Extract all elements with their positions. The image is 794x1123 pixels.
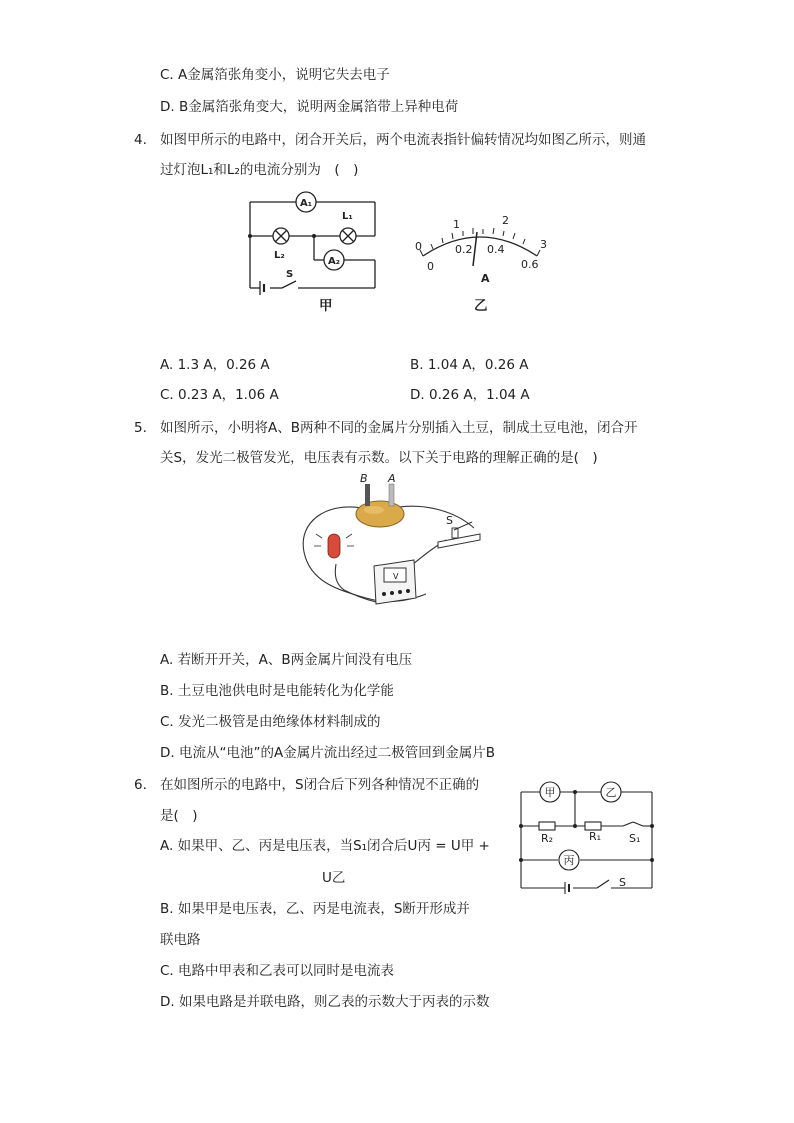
inner-scale-0.6: 0.6 [521,258,539,271]
junction-dot [519,824,523,828]
switch-s-label: S [286,269,294,280]
q4-stem-line1: 如图甲所示的电路中，闭合开关后，两个电流表指针偏转情况均如图乙所示，则通 [160,132,646,148]
switch-s-label: S [619,876,626,889]
q5-option-c: C. 发光二极管是由绝缘体材料制成的 [160,714,381,730]
lamp-l2-label: L₂ [274,250,285,261]
q4-option-a: A. 1.3 A，0.26 A [160,357,270,373]
junction-dot [573,790,577,794]
junction-dot [519,858,523,862]
q6-circuit-figure [515,778,660,893]
q5-option-a: A. 若断开开关，A、B两金属片间没有电压 [160,652,413,668]
resistor-r2-label: R₂ [541,832,554,845]
q6-option-d: D. 如果电路是并联电路，则乙表的示数大于丙表的示数 [160,994,490,1010]
meter-unit-label: A [481,272,490,285]
outer-scale-1: 1 [453,218,460,231]
junction-dot [248,234,252,238]
svg-text:V: V [393,572,399,581]
q3-option-c: C. A金属箔张角变小，说明它失去电子 [160,67,390,83]
q3-option-d: D. B金属箔张角变大，说明两金属箔带上异种电荷 [160,99,459,115]
q6-option-a-line1: A. 如果甲、乙、丙是电压表，当S₁闭合后U丙 = U甲 + [160,838,490,854]
q4-circuit-figure-jia [230,188,390,318]
q5-option-b: B. 土豆电池供电时是电能转化为化学能 [160,683,394,699]
meter-jia-label: 甲 [544,786,556,799]
q6-option-c: C. 电路中甲表和乙表可以同时是电流表 [160,963,395,979]
lamp-l1-label: L₁ [342,211,353,222]
switch-s-label: S [446,514,453,527]
q6-option-b-line2: 联电路 [160,932,201,948]
q6-number: 6. [134,777,147,793]
junction-dot [312,234,316,238]
outer-scale-2: 2 [502,214,509,227]
junction-dot [573,824,577,828]
q4-stem-line2: 过灯泡L₁和L₂的电流分别为 ( ) [160,162,359,178]
meter-yi-label: 乙 [605,786,617,799]
q5-stem-line2: 关S，发光二极管发光，电压表有示数。以下关于电路的理解正确的是( ) [160,450,598,466]
figure-caption-jia: 甲 [319,298,333,314]
q4-option-c: C. 0.23 A，1.06 A [160,387,279,403]
q4-option-d: D. 0.26 A，1.04 A [410,387,530,403]
metal-plate-b-label: B [360,472,368,485]
inner-scale-0.2: 0.2 [455,243,473,256]
q5-number: 5. [134,420,147,436]
q5-stem-line1: 如图所示，小明将A、B两种不同的金属片分别插入土豆，制成土豆电池，闭合开 [160,420,638,436]
q4-option-b: B. 1.04 A，0.26 A [410,357,529,373]
q5-option-d: D. 电流从“电池”的A金属片流出经过二极管回到金属片B [160,745,495,761]
inner-scale-0: 0 [427,260,434,273]
inner-scale-0.4: 0.4 [487,243,505,256]
q6-option-b-line1: B. 如果甲是电压表，乙、丙是电流表，S断开形成并 [160,901,470,917]
outer-scale-0: 0 [415,240,422,253]
q6-stem-line2: 是( ) [160,808,198,824]
q6-option-a-line2: U乙 [322,870,346,886]
q6-stem-line1: 在如图所示的电路中，S闭合后下列各种情况不正确的 [160,777,480,793]
q5-potato-battery-figure [296,472,506,612]
ammeter-a1-label: A₁ [299,198,313,209]
figure-caption-yi: 乙 [474,298,488,314]
metal-plate-a-label: A [388,472,396,485]
junction-dot [650,824,654,828]
resistor-r1-label: R₁ [589,830,602,843]
junction-dot [650,858,654,862]
ammeter-a2-label: A₂ [327,256,341,267]
meter-bing-label: 丙 [563,854,575,867]
outer-scale-3: 3 [540,238,547,251]
q4-number: 4. [134,132,147,148]
switch-s1-label: S₁ [629,832,641,845]
q4-ammeter-dial-figure-yi [405,210,555,290]
